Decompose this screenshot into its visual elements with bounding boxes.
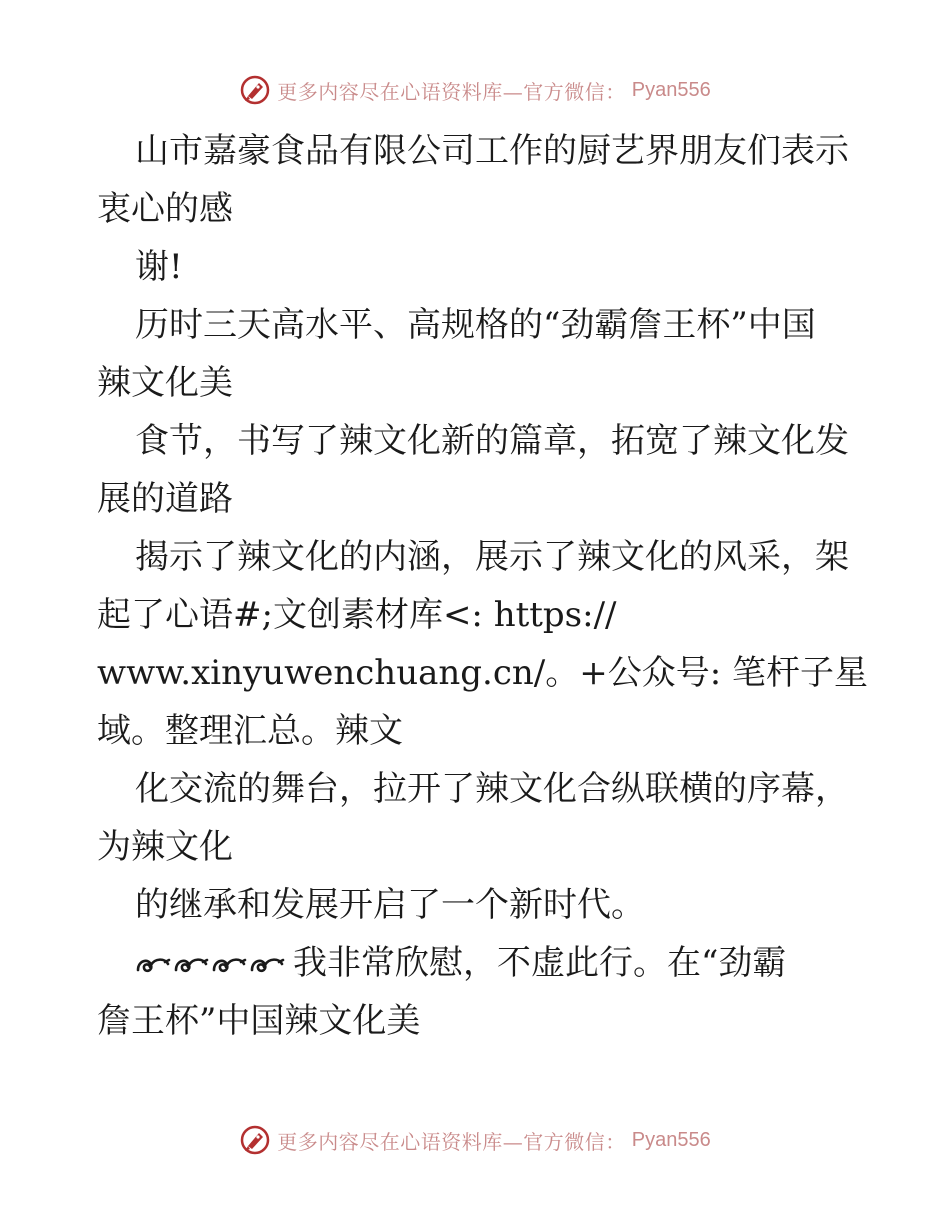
body-line: 山市嘉豪食品有限公司工作的厨艺界朋友们表示 (135, 131, 849, 171)
footer-banner-content (239, 1124, 710, 1156)
header-wechat-id: Pyan556 (631, 78, 711, 101)
body-line: 起了心语#;文创素材库<: https:// (97, 595, 617, 635)
footer-banner-text: 更多内容尽在心语资料库—官方微信： (277, 1129, 626, 1154)
body-line: 谢! (135, 247, 183, 287)
header-banner-content (239, 74, 710, 106)
body-line: 辣文化美 (97, 363, 233, 403)
body-line: 衷心的感 (97, 189, 233, 229)
pen-nib-icon (239, 74, 271, 106)
body-line: 为辣文化 (97, 827, 233, 867)
body-line: 域。整理汇总。辣文 (97, 711, 403, 751)
document-body (97, 122, 868, 1050)
body-line-text: 我非常欣慰，不虚此行。在“劲霸 (293, 943, 787, 983)
body-line: www.xinyuwenchuang.cn/。+公众号: 笔杆子星 (97, 653, 868, 693)
header-banner (0, 70, 950, 110)
header-banner-text: 更多内容尽在心语资料库—官方微信： (277, 79, 626, 104)
footer-banner (0, 1120, 950, 1160)
footer-wechat-id: Pyan556 (631, 1128, 711, 1151)
body-line-ornamented (97, 934, 857, 992)
body-line: 历时三天高水平、高规格的“劲霸詹王杯”中国 (135, 305, 816, 345)
ornament-swirl-icon (135, 954, 285, 976)
body-line: 詹王杯”中国辣文化美 (97, 1001, 421, 1041)
body-line: 的继承和发展开启了一个新时代。 (135, 885, 645, 925)
body-line: 食节，书写了辣文化新的篇章，拓宽了辣文化发 (135, 421, 849, 461)
body-line: 揭示了辣文化的内涵，展示了辣文化的风采，架 (135, 537, 849, 577)
body-line: 展的道路 (97, 479, 233, 519)
pen-nib-icon (239, 1124, 271, 1156)
body-line: 化交流的舞台，拉开了辣文化合纵联横的序幕， (135, 769, 849, 809)
